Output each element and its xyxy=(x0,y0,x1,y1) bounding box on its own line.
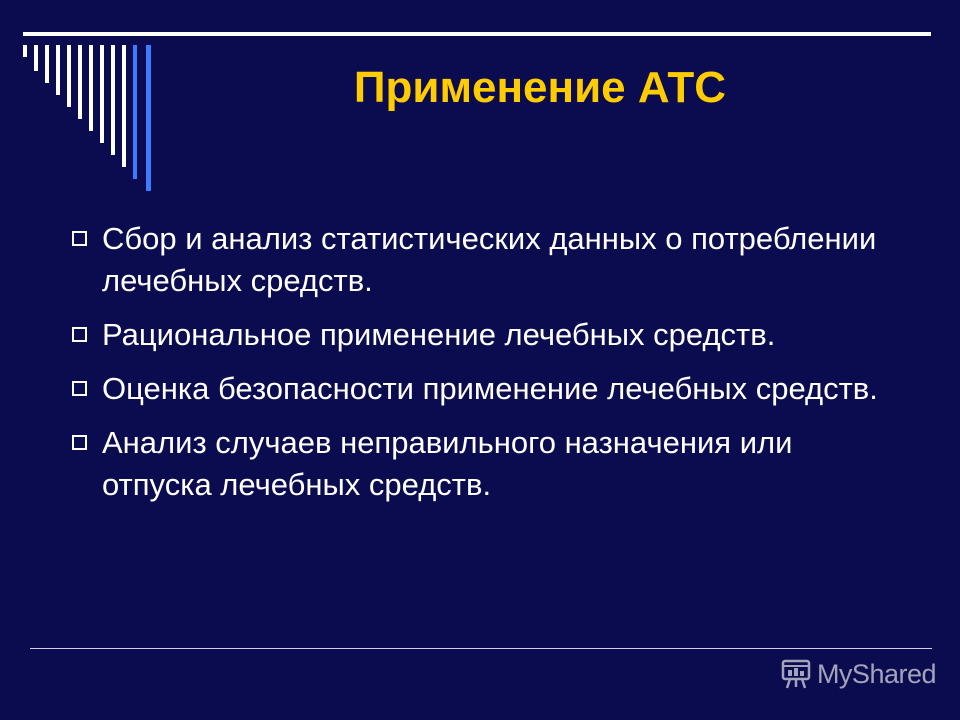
decor-bar xyxy=(133,45,137,179)
decor-bar xyxy=(23,45,27,57)
decor-bar xyxy=(146,45,151,191)
square-bullet-icon xyxy=(72,231,87,246)
slide-title: Применение АТС xyxy=(353,63,727,112)
watermark xyxy=(779,654,936,694)
watermark-text: MyShared xyxy=(816,658,936,689)
square-bullet-icon xyxy=(72,327,87,342)
decor-bar xyxy=(67,45,71,107)
square-bullet-icon xyxy=(72,435,87,450)
bullet-item xyxy=(70,368,890,410)
bottom-divider-line xyxy=(30,648,932,649)
bullet-item xyxy=(70,422,890,506)
bullet-text: Анализ случаев неправильного назначения или отпуска лечебных средств. xyxy=(102,425,793,502)
decor-bar xyxy=(34,45,38,71)
decor-bar xyxy=(56,45,60,95)
square-bullet-icon xyxy=(72,381,87,396)
decor-bar xyxy=(89,45,93,131)
decor-bar xyxy=(78,45,82,119)
presentation-board-icon xyxy=(779,657,813,691)
decor-bar xyxy=(111,45,115,155)
decorative-bars xyxy=(0,0,200,200)
bullet-item xyxy=(70,314,890,356)
bullet-text: Сбор и анализ статистических данных о потреблении лечебных средств. xyxy=(102,221,877,298)
bullet-item xyxy=(70,218,890,302)
decor-bar xyxy=(45,45,49,83)
decor-bar xyxy=(122,45,126,167)
bullet-text: Рациональное применение лечебных средств. xyxy=(102,317,776,352)
bullet-text: Оценка безопасности применение лечебных средств. xyxy=(102,371,878,406)
bullet-list xyxy=(70,218,890,518)
decor-bar xyxy=(100,45,104,143)
